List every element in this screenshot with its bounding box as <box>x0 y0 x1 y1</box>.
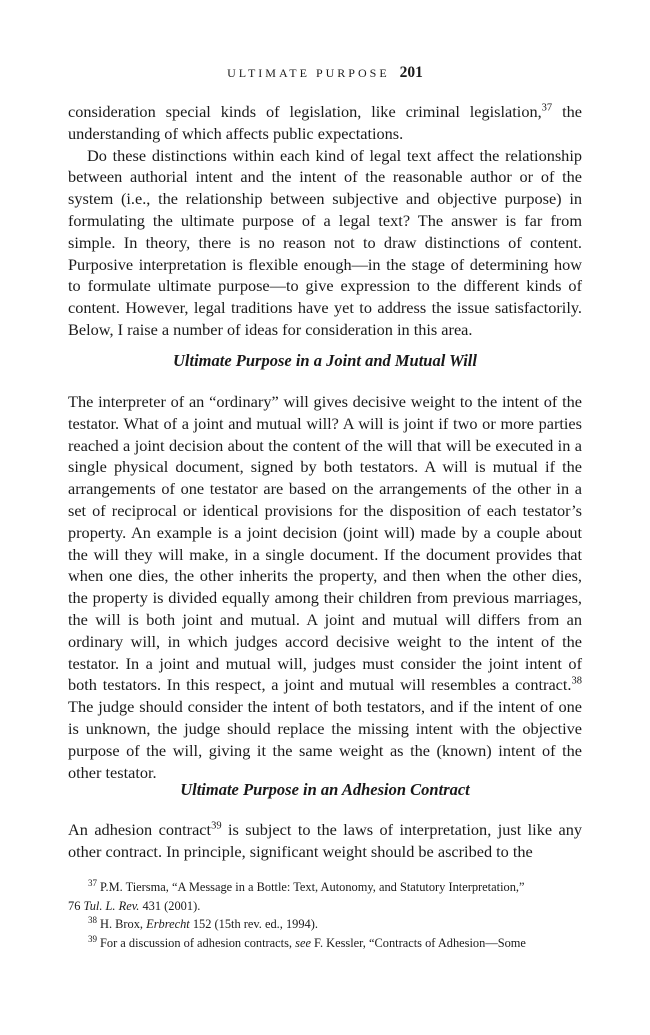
running-head <box>0 64 650 82</box>
body-section-1 <box>68 101 582 341</box>
footnote-ref-37: 37 <box>541 102 553 114</box>
footnote-38: $^{38}$ H. Brox, Erbrecht 152 (15th rev. ed., 1994). <box>88 915 318 932</box>
footnotes <box>68 878 582 952</box>
footnote-39: $^{39}$ For a discussion of adhesion contracts, see F. Kessler, “Contracts of Adhesion—Some <box>88 933 526 950</box>
footnote-number: 37 <box>88 877 97 888</box>
paragraph-1: consideration special kinds of legislation, like criminal legislation,$^{37}$ the understanding of which affects public expectations. <box>68 102 582 143</box>
footnote-ref-38: 38 <box>571 675 582 687</box>
footnote-continuation: 76 Tul. L. Rev. 431 (2001). <box>68 898 201 913</box>
paragraph-4: An adhesion contract$^{39}$ is subject to the laws of interpretation, just like any other contract. In principle, significant weight should be ascribed to the <box>68 820 583 861</box>
paragraph-2: Do these distinctions within each kind of legal text affect the relationship between authorial intent and the intent of the reasonable author or of the system (i.e., the relationship between subjective and objective purpose) in formulating the ultimate purpose of a legal text? The answer is far from simple. In theory, there is no reason not to draw distinctions of content. Purposive interpretation is flexible enough—in the stage of determining how to formulate ultimate purpose—to give expression to the different kinds of content. However, legal traditions have yet to address the issue satisfactorily. Below, I raise a number of ideas for consideration in this area. <box>68 145 582 339</box>
running-head-title: ULTIMATE PURPOSE <box>227 66 390 80</box>
body-section-2 <box>68 391 582 783</box>
section-heading-adhesion-contract: Ultimate Purpose in an Adhesion Contract <box>180 780 470 799</box>
body-section-3 <box>68 819 582 863</box>
footnote-ref-39: 39 <box>211 820 222 832</box>
footnote-37: $^{37}$ P.M. Tiersma, “A Message in a Bottle: Text, Autonomy, and Statutory Interpretation,” 76 Tul. L. Rev. 431 (2001). <box>68 878 582 915</box>
footnote-number: 39 <box>88 933 97 944</box>
section-heading-joint-will: Ultimate Purpose in a Joint and Mutual Will <box>173 351 477 370</box>
paragraph-3: The interpreter of an “ordinary” will gives decisive weight to the intent of the testator. What of a joint and mutual will? A will is joint if two or more parties reached a joint decision about the content of the will that will be executed in a single physical document, signed by both testators. A will is mutual if the arrangements of one testator are based on the arrangements of the other in a set of reciprocal or identical provisions for the disposition of each testator’s property. An example is a joint decision (joint will) made by a couple about the will they will make, in a single document. If the document provides that when one dies, the other inherits the property, and then when the other dies, the property is divided equally among their children from previous marriages, the will is both joint and mutual. A joint and mutual will differs from an ordinary will, in which judges accord decisive weight to the intent of the testator. In a joint and mutual will, judges must consider the joint intent of both testators. In this respect, a joint and mutual will resembles a contract.$^{38}$ The judge should consider the intent of both testators, and if the intent of one is unknown, the judge should replace the missing intent with the objective purpose of the will, giving it the same weight as the (known) intent of the other testator. <box>68 392 582 782</box>
page-number: 201 <box>399 64 423 81</box>
footnote-number: 38 <box>88 915 97 926</box>
